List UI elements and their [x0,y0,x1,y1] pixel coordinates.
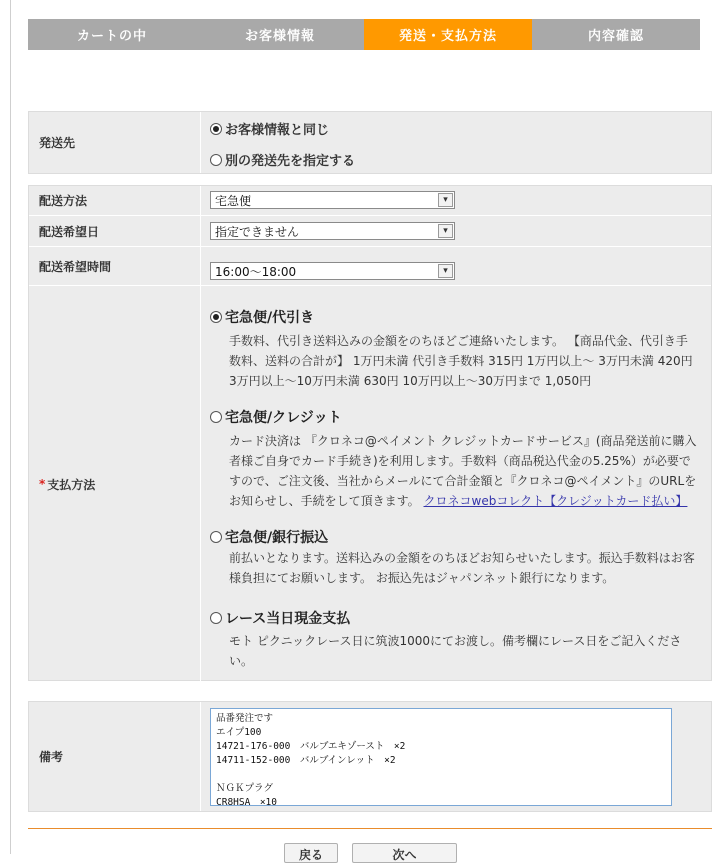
step-shipping-payment: 発送・支払方法 [364,19,532,50]
payment-option-race-cash-description: モト ピクニックレース日に筑波1000にてお渡し。備考欄にレース日をご記入ください。 [229,634,682,668]
delivery-date-value: 指定できません [215,224,300,239]
radio-unselected-icon[interactable] [210,531,222,543]
same-as-customer-label: お客様情報と同じ [225,123,330,138]
other-address-label: 別の発送先を指定する [225,154,356,169]
delivery-method-select[interactable] [210,191,455,209]
payment-option-bank-description: 前払いとなります。送料込みの金額をのちほどお知らせいたします。振込手数料はお客様負担にてお願いします。 お振込先はジャパンネット銀行になります。 [229,551,695,585]
page-left-border [10,0,11,854]
next-button[interactable]: 次へ [352,843,457,863]
delivery-time-value: 16:00〜18:00 [215,264,297,279]
chevron-down-icon[interactable]: ▾ [438,193,453,207]
payment-option-bank-title: 宅急便/銀行振込 [225,530,329,546]
checkout-steps [28,19,700,50]
payment-option-cod-description: 手数料、代引き送料込みの金額をのちほどご連絡いたします。 【商品代金、代引き手数料、送料の合計が】 1万円未満 代引き手数料 315円 1万円以上〜 3万円未満 420円 3万円以上〜10万円未満 630円 10万円以上〜30万円まで 1,050円 [229,334,693,388]
payment-option-credit-description [229,431,699,511]
payment-method-label-text: 支払方法 [47,477,96,492]
same-as-customer-option[interactable] [210,119,329,138]
delivery-time-label: 配送希望時間 [29,247,201,285]
payment-option-race-cash[interactable] [210,608,350,628]
payment-option-cod[interactable] [210,307,314,327]
step-customer-info: お客様情報 [196,19,364,50]
radio-selected-icon[interactable] [210,311,222,323]
footer-divider [28,828,712,829]
payment-option-cod-title: 宅急便/代引き [225,310,315,326]
remarks-textarea[interactable] [210,708,672,806]
step-cart: カートの中 [28,19,196,50]
payment-method-label [29,286,201,682]
chevron-down-icon[interactable]: ▾ [438,264,453,278]
delivery-time-select[interactable] [210,262,455,280]
other-address-option[interactable] [210,150,355,169]
delivery-method-value: 宅急便 [215,193,252,208]
delivery-date-select[interactable] [210,222,455,240]
radio-selected-icon[interactable] [210,123,222,135]
delivery-date-label: 配送希望日 [29,216,201,246]
payment-option-bank[interactable] [210,527,328,547]
step-confirm: 内容確認 [532,19,700,50]
kuroneko-web-collect-link[interactable]: クロネコwebコレクト【クレジットカード払い】 [423,494,688,508]
radio-unselected-icon[interactable] [210,411,222,423]
radio-unselected-icon[interactable] [210,154,222,166]
delivery-method-label: 配送方法 [29,186,201,215]
radio-unselected-icon[interactable] [210,612,222,624]
payment-option-credit-title: 宅急便/クレジット [225,410,342,426]
payment-option-race-cash-title: レース当日現金支払 [225,611,351,627]
remarks-label: 備考 [29,702,201,811]
payment-option-credit[interactable] [210,407,342,427]
required-mark: * [39,477,46,491]
shipping-destination-section [28,111,712,174]
chevron-down-icon[interactable]: ▾ [438,224,453,238]
back-button[interactable]: 戻る [284,843,338,863]
shipping-destination-label: 発送先 [29,112,201,173]
payment-option-credit-text: カード決済は 『クロネコ@ペイメント クレジットカードサービス』(商品発送前に購入者様ご自身でカード手続き)を利用します。手数料（商品税込代金の5.25%）が必要ですので、ご注文後、当社からメールにて合計金額と『クロネコ@ペイメント』のURLをお知らせし、手続をして頂きます。 [229,434,697,508]
